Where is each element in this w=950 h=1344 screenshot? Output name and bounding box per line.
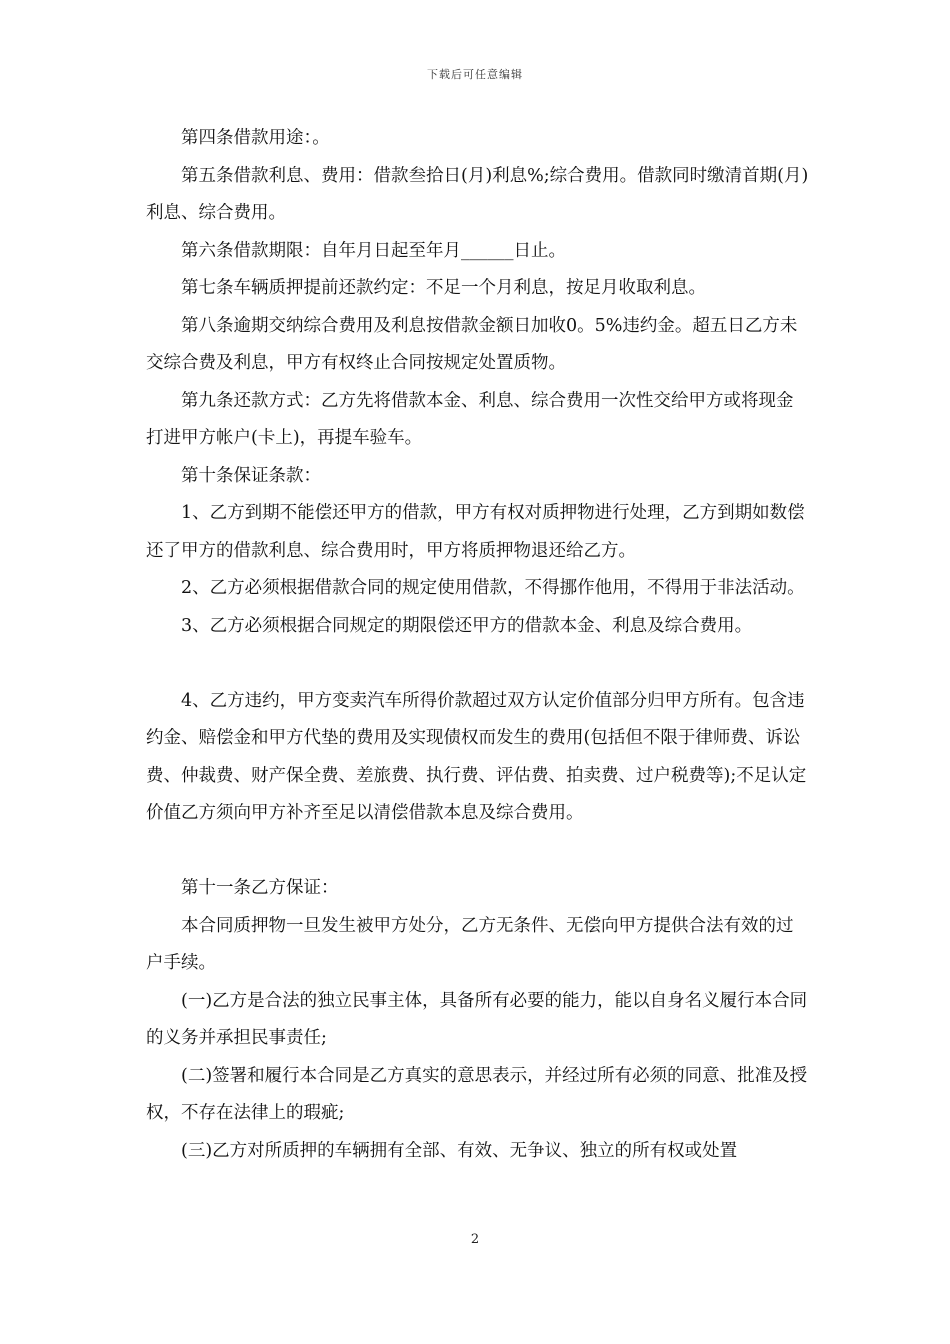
page-number: 2 [470,1232,480,1247]
clause-10-item-2: 2、乙方必须根据借款合同的规定使用借款，不得挪作他用，不得用于非法活动。 [181,578,805,598]
clause-10-heading: 第十条保证条款： [181,465,321,486]
clause-6-term: 第六条借款期限：自年月日起至年月______日止。 [181,240,566,261]
clause-9-repayment-method: 第九条还款方式：乙方先将借款本金、利息、综合费用一次性交给甲方或将现金打进甲方帐户(卡上)，再提车验车。 [146,390,794,448]
clause-11-item-2: (二)签署和履行本合同是乙方真实的意思表示，并经过所有必须的同意、批准及授权，不存在法律上的瑕疵; [146,1065,808,1123]
clause-11-intro: 本合同质押物一旦发生被甲方处分，乙方无条件、无偿向甲方提供合法有效的过户手续。 [146,915,794,973]
clause-4-purpose: 第四条借款用途：。 [181,128,330,148]
clause-11-item-3: (三)乙方对所质押的车辆拥有全部、有效、无争议、独立的所有权或处置 [181,1140,738,1161]
paragraph-gap [146,645,810,683]
clause-7-early-repayment: 第七条车辆质押提前还款约定：不足一个月利息，按足月收取利息。 [181,278,706,298]
clause-8-overdue: 第八条逾期交纳综合费用及利息按借款金额日加收0。5%违约金。超五日乙方未交综合费及利息，甲方有权终止合同按规定处置质物。 [146,315,798,373]
clause-10-item-1: 1、乙方到期不能偿还甲方的借款，甲方有权对质押物进行处理，乙方到期如数偿还了甲方的借款利息、综合费用时，甲方将质押物退还给乙方。 [146,503,805,561]
clause-5-interest-fees: 第五条借款利息、费用：借款叁拾日(月)利息%;综合费用。借款同时缴清首期(月)利息、综合费用。 [146,165,809,223]
paragraph-gap [146,833,810,871]
clause-11-heading: 第十一条乙方保证： [181,878,339,898]
clause-11-item-1: (一)乙方是合法的独立民事主体，具备所有必要的能力，能以自身名义履行本合同的义务并承担民事责任; [146,990,808,1048]
page-header-note: 下载后可任意编辑 [427,68,523,81]
clause-10-item-3: 3、乙方必须根据合同规定的期限偿还甲方的借款本金、利息及综合费用。 [181,615,753,636]
document-body [146,120,810,1170]
clause-10-item-4: 4、乙方违约，甲方变卖汽车所得价款超过双方认定价值部分归甲方所有。包含违约金、赔偿金和甲方代垫的费用及实现债权而发生的费用(包括但不限于律师费、诉讼费、仲裁费、财产保全费、差旅费、执行费、评估费、拍卖费、过户税费等);不足认定价值乙方须向甲方补齐至足以清偿借款本息及综合费用。 [146,690,807,823]
